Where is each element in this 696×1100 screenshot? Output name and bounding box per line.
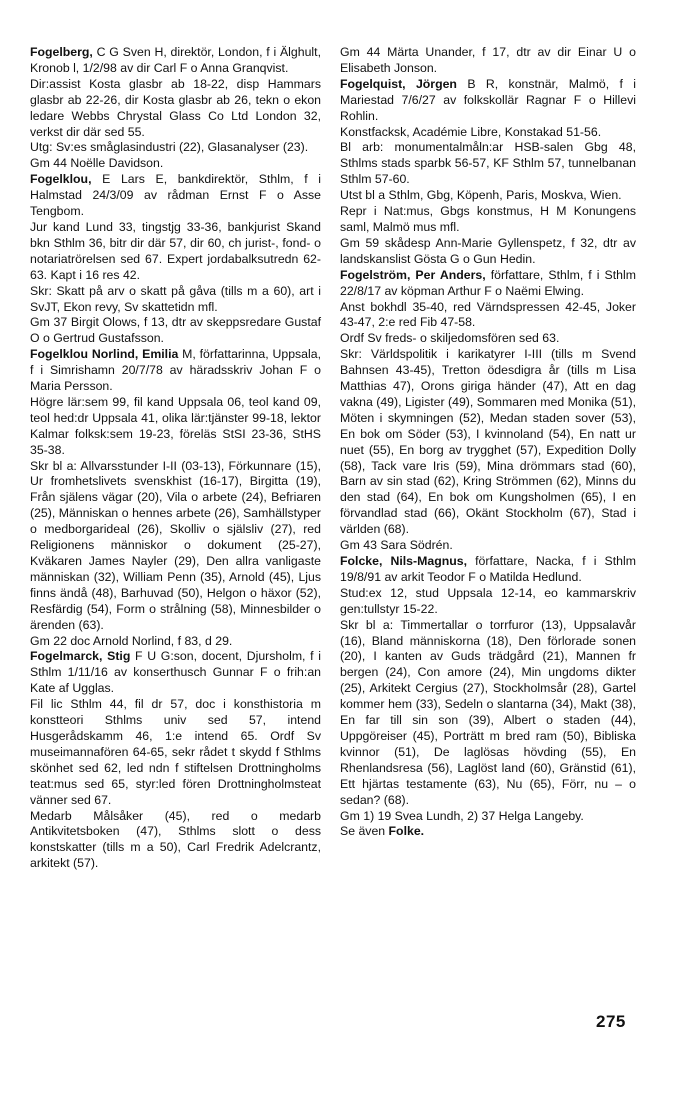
entry-heading-paragraph	[30, 649, 321, 697]
entry-heading-paragraph	[340, 268, 636, 300]
entry-paragraph	[30, 395, 321, 459]
entry-paragraph	[30, 140, 321, 156]
entry-paragraph	[340, 538, 636, 554]
entry-paragraph	[340, 618, 636, 809]
entry-text: Fil lic Sthlm 44, fil dr 57, doc i konsthistoria m konstteori Sthlms univ sed 57, intend Husgerådskamm 46, 1:e intend 65. Ordf Sv museimannafören 64-65, sekr rådet t skydd f Sthlms skönhet sed 62, led ndn f stiftelsen Drottningholms teat:mus sed 65, styr:led fören Drottningholmsteat vänner sed 67.	[30, 697, 321, 807]
entry-text: Anst bokhdl 35-40, red Värndspressen 42-45, Joker 43-47, 2:e red Fib 47-58.	[340, 299, 636, 330]
cross-reference: Folke.	[388, 824, 425, 839]
entry-text: Bl arb: monumentalmåln:ar HSB-salen Gbg 48, Sthlms stads sparbk 56-57, KF Sthlm 57, tunnelbanan Sthlm 57-60.	[340, 140, 636, 187]
entry-text: Konstfacksk, Académie Libre, Konstakad 51-56.	[340, 124, 602, 139]
entry-paragraph	[30, 634, 321, 650]
entry-heading-paragraph	[30, 172, 321, 220]
entry-paragraph	[340, 125, 636, 141]
entry-paragraph	[30, 697, 321, 808]
entry-paragraph	[340, 586, 636, 618]
entry-text: M, författarinna, Uppsala, f i Simrishamn 20/7/78 av häradsskriv Johan F o Maria Persson.	[30, 347, 322, 394]
right-column	[340, 45, 636, 840]
entry-text: Gm 22 doc Arnold Norlind, f 83, d 29.	[30, 633, 233, 648]
entry-text: Skr bl a: Allvarsstunder I-II (03-13), Förkunnare (15), Ur fromhetslivets svenskhist (16-17), Birgitta (19), Från själens vägar (20), Vila o arbete (24), Befriaren (25), Människan o hennes arbete (26), Samhällstyper o medborgarideal (26), Skolliv o själsliv (27), red Religionens människor o dokument (25-27), Kväkaren James Nayler (29), Den allra vanligaste människan (32), William Penn (35), Arnold (45), Ljus finns ändå (48), Barhuvad (50), Helgon o häxor (52), Resfärdig (54), Form o strålning (58), Minnesbilder o ärenden (63).	[30, 458, 321, 632]
entry-text: Dir:assist Kosta glasbr ab 18-22, disp Hammars glasbr ab 22-26, dir Kosta glasbr ab 26, tekn o ekon ledare Webbs Chrystal Glass Co Ltd London 32, verkst dir där sed 55.	[30, 76, 321, 139]
entry-text: Skr bl a: Timmertallar o torrfuror (13), Uppsalavår (16), Bland människorna (18), Den förlorade sonen (20), I kanten av Guds trädgård (21), Mannen fr bergen (24), Con amore (24), Min ungdoms dikter (25), Arkitekt Cergius (27), Stockholmsår (28), Gartel kommer hem (33), Sedeln o slantarna (34), Makt (38), En far till sin son (39), Albert o staden (44), Uppgöreiser (45), Porträtt m bred ram (50), Bibliska kvinnor (51), De laglösas hövding (55), En Rhenlandsresa (56), Laglöst land (60), Gränstid (61), Ett hjärtas testamente (63), Nu (65), Förr, nu – o sedan? (68).	[340, 617, 636, 807]
entry-paragraph	[30, 459, 321, 634]
entry-text: författare, Sthlm, f i Sthlm 22/8/17 av köpman Arthur F o Naëmi Elwing.	[340, 267, 636, 298]
entry-text: Gm 44 Noëlle Davidson.	[30, 156, 164, 171]
entry-text: Högre lär:sem 99, fil kand Uppsala 06, teol kand 09, teol hed:dr Uppsala 41, olika lär:tjänster 99-18, lektor Kalmar folksk:sem 19-23, föreläs StSI 23-36, StHS 35-38.	[30, 394, 321, 457]
entry-text: E Lars E, bankdirektör, Sthlm, f i Halmstad 24/3/09 av rådman Ernst F o Asse Tengbom.	[30, 172, 321, 219]
entry-paragraph	[340, 331, 636, 347]
entry-text: Gm 37 Birgit Olows, f 13, dtr av skeppsredare Gustaf O o Gertrud Gustafsson.	[30, 315, 321, 346]
entry-text: Jur kand Lund 33, tingstjg 33-36, bankjurist Skand bkn Sthlm 36, bitr dir där 57, dir 60, ch jurist-, fond- o notariatrörelsen sed 67. Expert jordabalksutredn 62-63. Kapt i 16 res 42.	[30, 219, 321, 282]
entry-paragraph	[340, 347, 636, 538]
entry-text: Utst bl a Sthlm, Gbg, Köpenh, Paris, Moskva, Wien.	[340, 188, 622, 203]
entry-paragraph	[340, 236, 636, 268]
entry-name: Fogelberg,	[30, 45, 93, 59]
entry-paragraph	[30, 809, 321, 873]
entry-heading-paragraph	[340, 554, 636, 586]
entry-name: Folcke, Nils-Magnus,	[340, 554, 467, 568]
entry-paragraph	[30, 156, 321, 172]
entry-name: Fogelklou,	[30, 172, 92, 187]
entry-paragraph	[340, 204, 636, 236]
entry-text: Gm 44 Märta Unander, f 17, dtr av dir Einar U o Elisabeth Jonson.	[340, 45, 636, 75]
entry-paragraph	[30, 315, 321, 347]
entry-paragraph	[340, 45, 636, 77]
entry-heading-paragraph	[30, 45, 321, 77]
entry-heading-paragraph	[30, 347, 321, 395]
left-column	[30, 45, 321, 872]
entry-paragraph	[340, 140, 636, 188]
entry-paragraph	[340, 809, 636, 825]
entry-text: Gm 59 skådesp Ann-Marie Gyllenspetz, f 32, dtr av landskanslist Gösta G o Gun Hedin.	[340, 235, 636, 266]
page-number: 275	[596, 1012, 626, 1031]
entry-text: Gm 1) 19 Svea Lundh, 2) 37 Helga Langeby.	[340, 808, 584, 823]
entry-text: Medarb Målsåker (45), red o medarb Antikvitetsboken (47), Sthlms slott o dess konstskatter (tills m a 50), Carl Fredrik Adelcrantz, arkitekt (57).	[30, 808, 321, 871]
entry-text: författare, Nacka, f i Sthlm 19/8/91 av arkit Teodor F o Matilda Hedlund.	[340, 554, 636, 584]
entry-text: Gm 43 Sara Södrén.	[340, 538, 453, 553]
entry-text: Skr: Världspolitik i karikatyrer I-III (tills m Svend Bahnsen 43-45), Tretton ödesdigra år (tills m Lisa Matthias 47), Orons giriga händer (47), Att en dag vakna (49), Ligister (49), Sommaren med Monika (51), Möten i skymningen (52), Medan staden sover (53), En bok om Söder (53), I kvinnoland (54), En natt ur nuet (55), En borg av trygghet (57), Expedition Dolly (58), Tack vare Iris (59), Mina drömmars stad (60), Barn av sin stad (62), Kring Strömmen (62), Minns du den stad (64), En bok om Kungsholmen (65), I en förvandlad stad (66), Okänt Stockholm (67), Stad i världen (68).	[340, 347, 636, 537]
entry-text: Stud:ex 12, stud Uppsala 12-14, eo kammarskriv gen:tullstyr 15-22.	[340, 585, 636, 616]
entry-heading-paragraph	[340, 77, 636, 125]
entry-name: Fogelmarck, Stig	[30, 649, 131, 664]
entry-paragraph	[30, 220, 321, 284]
entry-text: Ordf Sv freds- o skiljedomsfören sed 63.	[340, 331, 560, 346]
entry-paragraph	[340, 188, 636, 204]
entry-paragraph	[340, 824, 636, 840]
entry-name: Fogelström, Per Anders,	[340, 267, 486, 282]
entry-text: Se även	[340, 824, 389, 839]
entry-name: Fogelquist, Jörgen	[340, 76, 457, 91]
entry-text: F U G:son, docent, Djursholm, f i Sthlm 1/11/16 av konserthusch Gunnar F o frih:an Kate af Ugglas.	[30, 649, 321, 696]
entry-text: Utg: Sv:es småglasindustri (22), Glasanalyser (23).	[30, 140, 309, 155]
entry-text: C G Sven H, direktör, London, f i Älghult, Kronob l, 1/2/98 av dir Carl F o Anna Granqvist.	[30, 45, 321, 75]
entry-text: Skr: Skatt på arv o skatt på gåva (tills m a 60), art i SvJT, Ekon revy, Sv skattetidn mfl.	[30, 283, 321, 314]
entry-name: Fogelklou Norlind, Emilia	[30, 347, 179, 362]
entry-paragraph	[30, 284, 321, 316]
entry-text: B R, konstnär, Malmö, f i Mariestad 7/6/27 av folkskollär Ragnar F o Hillevi Rohlin.	[340, 76, 636, 123]
entry-text: Repr i Nat:mus, Gbgs konstmus, H M Konungens saml, Malmö mus mfl.	[340, 204, 636, 234]
entry-paragraph	[30, 77, 321, 141]
entry-paragraph	[340, 300, 636, 332]
